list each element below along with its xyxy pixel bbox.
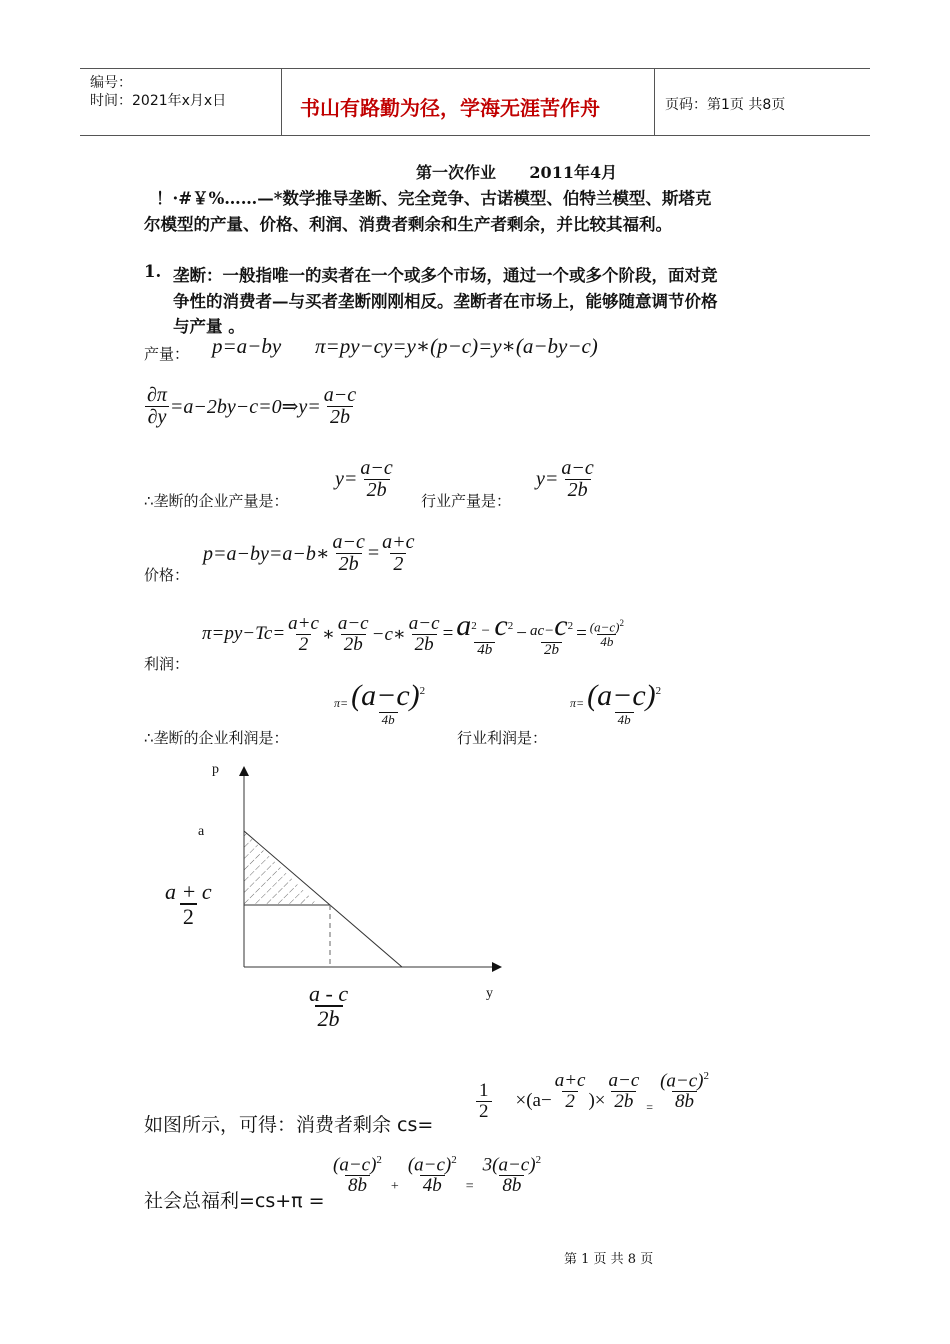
graph-a-label: a	[198, 824, 205, 839]
section-number: 1.	[144, 262, 162, 281]
section-line-3: 与产量 。	[173, 317, 245, 336]
section-line-1: 垄断：一般指唯一的卖者在一个或多个市场，通过一个或多个阶段，面对竞	[173, 266, 718, 285]
header-number: 编号：	[90, 75, 132, 91]
graph-p-label: p	[212, 762, 219, 777]
cs-formula: $\frac{1}{2}$ ×(a− $\frac{a+c}{2}$ )× $\frac{a-c}{2b}$ = $\frac{(a-c)^2}{8b}$	[476, 1081, 712, 1122]
label-firm-output: ∴垄断的企业产量是：	[144, 492, 289, 510]
label-output: 产量：	[144, 345, 190, 363]
task-line-1: ！·#￥%……—*数学推导垄断、完全竞争、古诺模型、伯特兰模型、斯塔克	[156, 189, 712, 208]
header-time: 时间：2021年x月x日	[90, 93, 227, 109]
industry-output-formula: y= $\frac{a-c}{2b}$	[536, 457, 594, 501]
p-axis-arrow	[239, 766, 249, 776]
label-firm-profit: ∴垄断的企业利润是：	[144, 729, 289, 747]
firm-output-formula: y= $\frac{a-c}{2b}$	[335, 457, 393, 501]
graph-price-label: $\frac{a + c}{2}$	[165, 879, 212, 930]
page-footer: 第 1 页 共 8 页	[564, 1252, 654, 1267]
y-axis-arrow	[492, 962, 502, 972]
section-line-2: 争性的消费者—与买者垄断刚刚相反。垄断者在市场上，能够随意调节价格	[173, 292, 718, 311]
page-title: 第一次作业 2011年4月	[416, 163, 618, 182]
demand-equation: p=a−by	[212, 334, 282, 358]
header-page-info: 页码：第1页 共8页	[665, 97, 786, 113]
graph-qty-label: $\frac{a - c}{2b}$	[309, 981, 349, 1032]
welfare-formula: $\frac{(a-c)^2}{8b}$ + $\frac{(a-c)^2}{4b}$ = $\frac{3(a-c)^2}{8b}$	[333, 1154, 542, 1197]
graph-y-label: y	[486, 986, 493, 1001]
label-industry-output: 行业产量是：	[421, 492, 512, 510]
profit-formula: π=py−Tc= $\frac{a+c}{2}$ ∗ $\frac{a-c}{2b}$ −c∗ $\frac{a-c}{2b}$ = $\frac{a^2 - c^2}{4b}$ − $\frac{ac-c^2}{2b}$ = $\frac{(a-c)^2}{4b}$	[202, 609, 624, 658]
label-profit: 利润：	[144, 655, 190, 673]
label-price: 价格：	[144, 566, 190, 584]
price-formula: p=a−by=a−b∗ $\frac{a-c}{2b}$ = $\frac{a+c}{2}$	[203, 531, 415, 575]
header-motto: 书山有路勤为径，学海无涯苦作舟	[300, 96, 600, 120]
foc-equation: $\frac{\partial\pi}{\partial y}$ =a−2by−c=0⇒y= $\frac{a-c}{2b}$	[144, 385, 359, 428]
label-consumer-surplus: 如图所示，可得：消费者剩余 cs=	[144, 1114, 434, 1136]
profit-definition: π=py−cy=y∗(p−c)=y∗(a−by−c)	[315, 334, 598, 358]
label-industry-profit: 行业利润是：	[457, 729, 548, 747]
task-line-2: 尔模型的产量、价格、利润、消费者剩余和生产者剩余，并比较其福利。	[144, 215, 672, 234]
consumer-surplus-area	[244, 831, 318, 905]
label-welfare: 社会总福利=cs+π =	[144, 1190, 325, 1212]
firm-profit-formula: π= $\frac{(a-c)^2}{4b}$	[334, 679, 426, 727]
industry-profit-formula: π= $\frac{(a-c)^2}{4b}$	[570, 679, 662, 727]
